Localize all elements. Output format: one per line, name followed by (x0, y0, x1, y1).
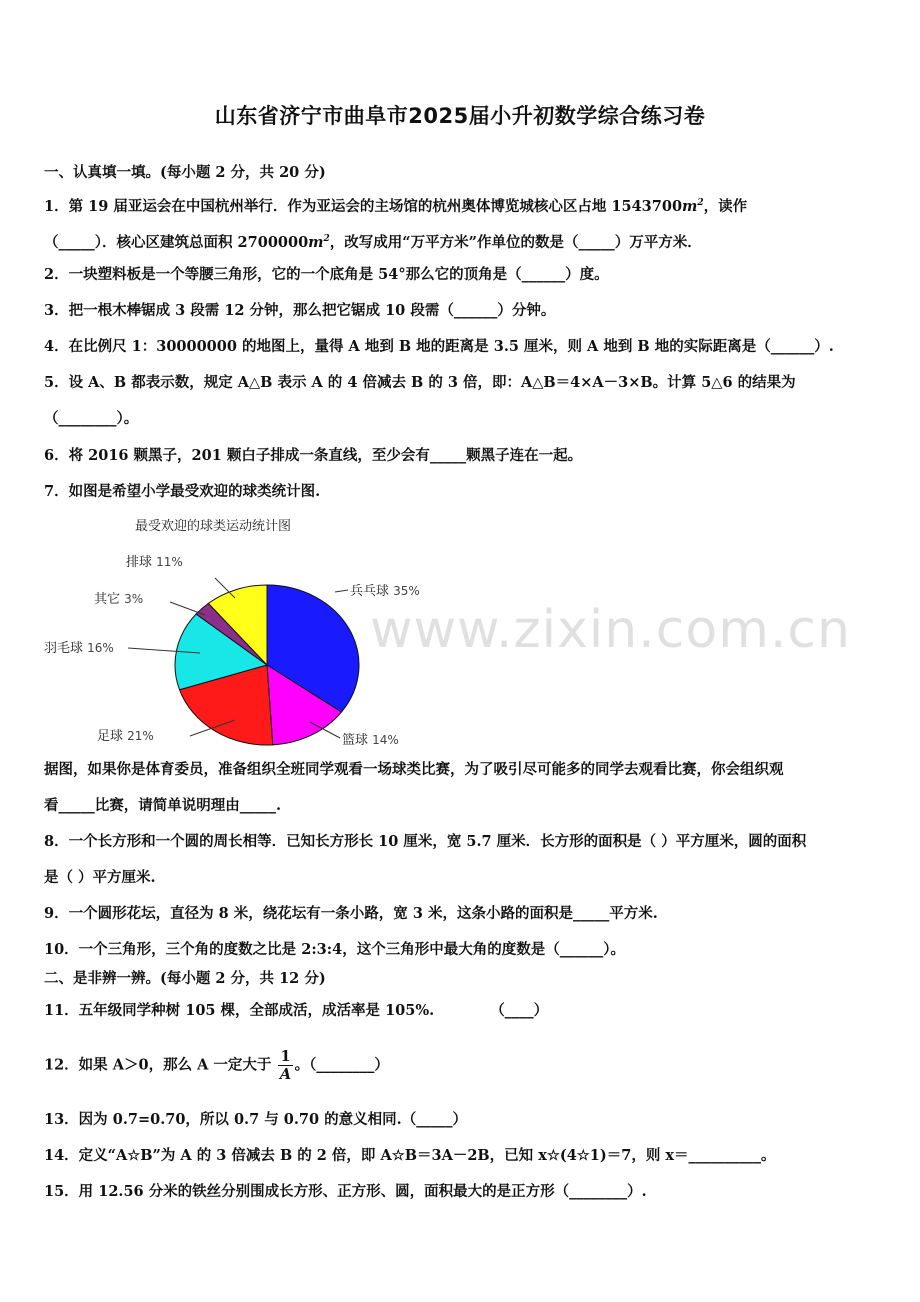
pie-leader-line-1 (335, 590, 348, 592)
chart-title: 最受欢迎的球类运动统计图 (135, 519, 292, 534)
question-10: 10．一个三角形，三个角的度数之比是 2:3:4，这个三角形中最大角的度数是（______）。 (44, 941, 625, 958)
q1-text-c: （_____）．核心区建筑总面积 2700000 (44, 233, 309, 251)
q12-text-b: 。（________） (294, 1056, 389, 1074)
question-5-line1: 5．设 A、B 都表示数，规定 A△B 表示 A 的 4 倍减去 B 的 3 倍，即：A△B＝4×A－3×B。计算 5△6 的结果为 (44, 374, 796, 391)
page-title: 山东省济宁市曲阜市2025届小升初数学综合练习卷 (214, 104, 706, 128)
section2-heading: 二、是非辨一辨。(每小题 2 分，共 12 分) (44, 970, 326, 987)
question-7-after2: 看_____比赛，请简单说明理由_____. (44, 797, 282, 814)
question-7-after1: 据图，如果你是体育委员，准备组织全班同学观看一场球类比赛，为了吸引尽可能多的同学去观看比赛，你会组织观 (44, 761, 784, 778)
pie-leader-line-5 (170, 602, 205, 615)
question-4: 4．在比例尺 1：30000000 的地图上，量得 A 地到 B 地的距离是 3.5 厘米，则 A 地到 B 地的实际距离是（______）. (44, 338, 834, 355)
pie-label-4: 羽毛球 16% (44, 641, 114, 656)
question-12 (44, 1048, 890, 1083)
question-6: 6．将 2016 颗黑子，201 颗白子排成一条直线，至少会有_____颗黑子连在一起。 (44, 447, 583, 464)
q1-exp-2: 2 (323, 234, 330, 244)
q1-text-b: ，读作 (703, 197, 748, 215)
q12-fraction (278, 1048, 292, 1083)
q11-text: 11．五年级同学种树 105 棵，全部成活，成活率是 105%. (44, 1002, 435, 1019)
question-5-line2: （________）。 (44, 410, 139, 427)
q1-unit-1: m (682, 197, 698, 215)
question-13: 13．因为 0.7=0.70，所以 0.7 与 0.70 的意义相同.（_____） (44, 1111, 467, 1128)
question-7-intro: 7．如图是希望小学最受欢迎的球类统计图. (44, 483, 321, 500)
pie-label-3: 足球 21% (97, 729, 154, 744)
question-8-line1: 8．一个长方形和一个圆的周长相等．已知长方形长 10 厘米，宽 5.7 厘米．长方形的面积是（ ）平方厘米，圆的面积 (44, 833, 807, 850)
question-14: 14．定义“A☆B”为 A 的 3 倍减去 B 的 2 倍，即 A☆B＝3A－2B，已知 x☆(4☆1)＝7，则 x＝__________。 (44, 1147, 776, 1164)
pie-label-5: 其它 3% (94, 592, 144, 607)
q11-blank: （____） (490, 1002, 549, 1019)
question-15: 15．用 12.56 分米的铁丝分别围成长方形、正方形、圆，面积最大的是正方形（________）. (44, 1183, 647, 1200)
question-1-line2 (44, 229, 890, 253)
q1-text-a: 1．第 19 届亚运会在中国杭州举行．作为亚运会的主场馆的杭州奥体博览城核心区占地 1543700 (44, 197, 683, 215)
question-1-line1 (44, 193, 890, 217)
watermark-text: www.zixin.com.cn (370, 600, 851, 660)
question-2: 2．一块塑料板是一个等腰三角形，它的一个底角是 54°那么它的顶角是（______）度。 (44, 266, 609, 283)
question-9: 9．一个圆形花坛，直径为 8 米，绕花坛有一条小路，宽 3 米，这条小路的面积是_____平方米. (44, 905, 658, 922)
question-11 (44, 1001, 890, 1021)
q12-numerator: 1 (280, 1048, 291, 1065)
section1-heading: 一、认真填一填。(每小题 2 分，共 20 分) (44, 164, 326, 181)
q12-denominator: A (279, 1066, 292, 1083)
question-8-line2: 是（ ）平方厘米. (44, 869, 156, 886)
pie-label-1: 兵乓球 35% (350, 584, 420, 599)
question-3: 3．把一根木棒锯成 3 段需 12 分钟，那么把它锯成 10 段需（______）分钟。 (44, 302, 556, 319)
pie-label-2: 篮球 14% (342, 733, 399, 748)
q1-unit-2: m (308, 233, 324, 251)
q12-text-a: 12．如果 A＞0，那么 A 一定大于 (44, 1056, 272, 1074)
q1-text-d: ，改写成用“万平方米”作单位的数是（_____）万平方米． (329, 233, 702, 251)
q1-exp-1: 2 (697, 198, 704, 208)
pie-label-6: 排球 11% (126, 555, 183, 570)
